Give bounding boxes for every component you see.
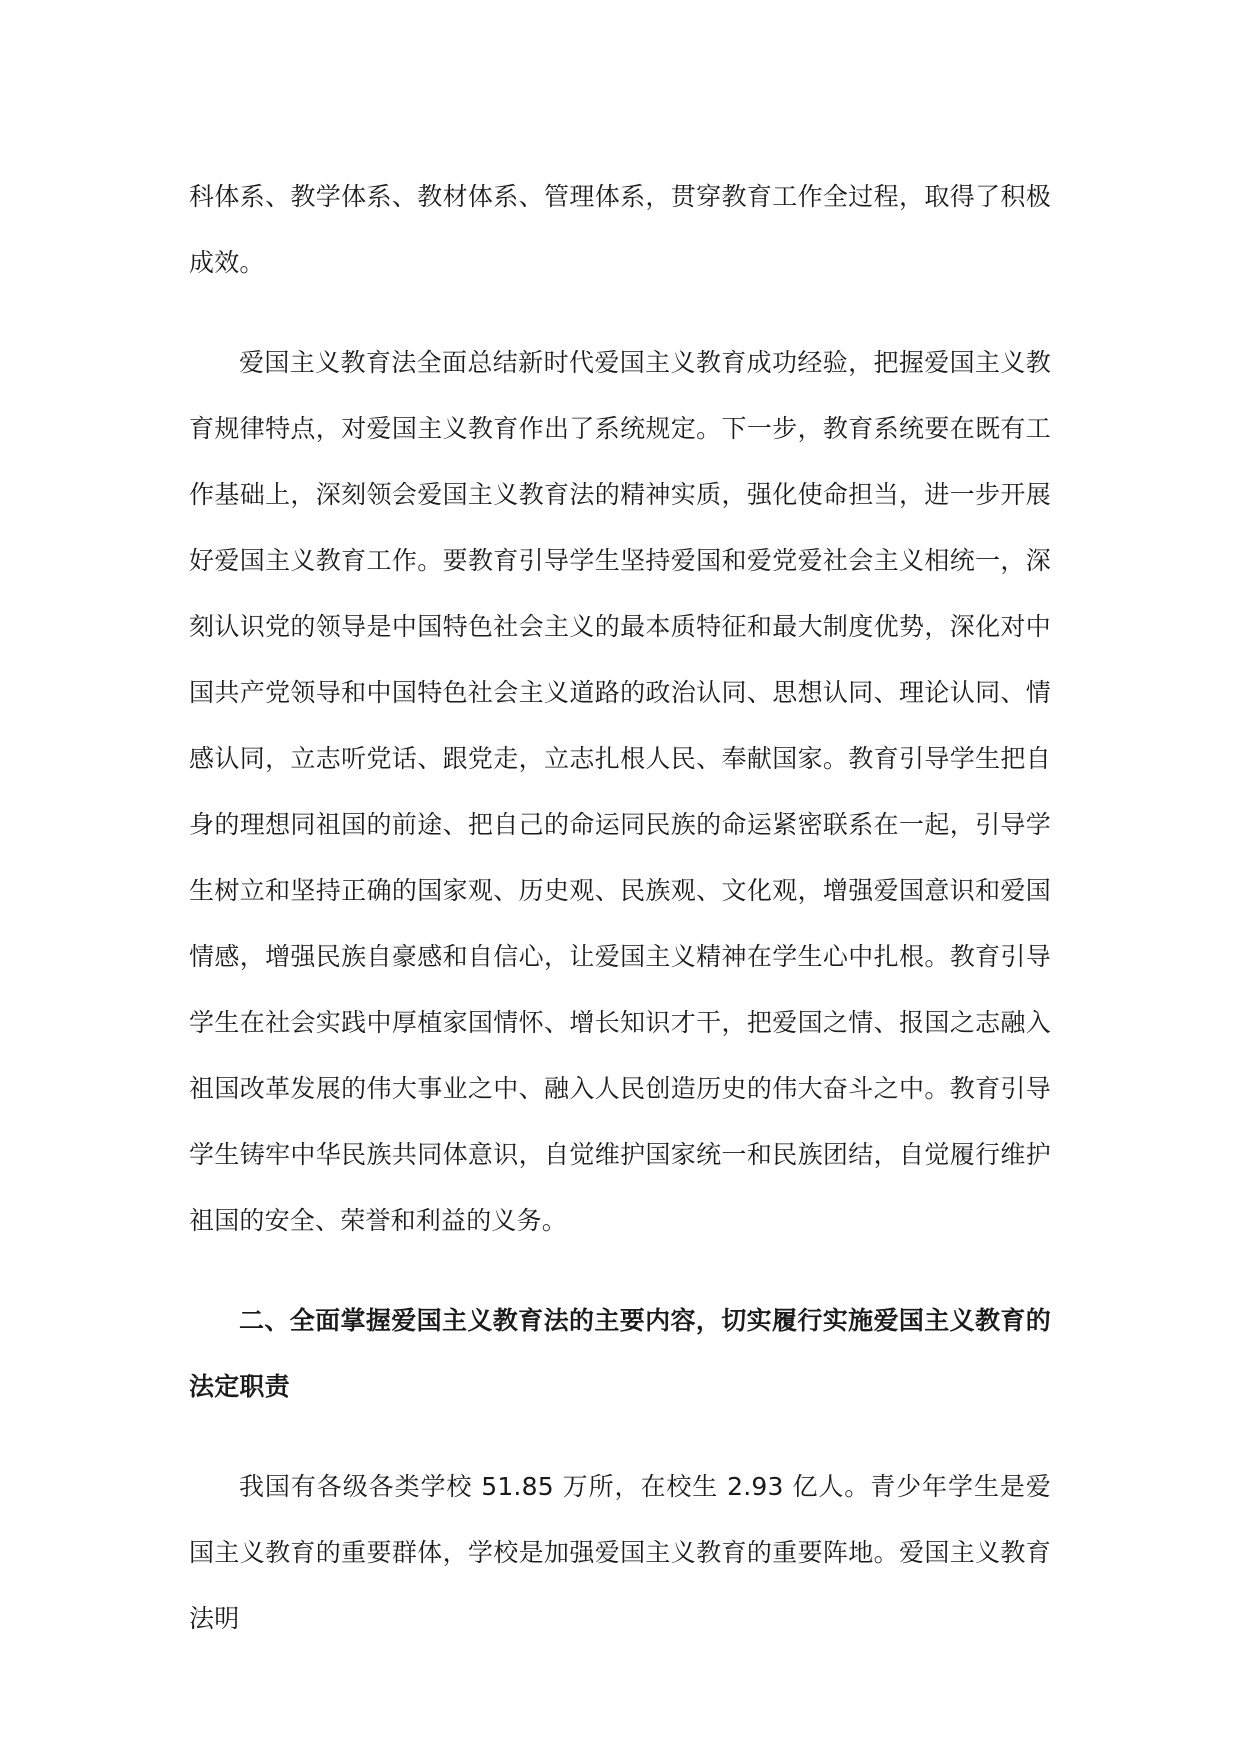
document-body bbox=[189, 164, 1051, 1652]
paragraph-gap bbox=[189, 1420, 1051, 1454]
paragraph-gap bbox=[189, 296, 1051, 330]
section-heading-2: 二、全面掌握爱国主义教育法的主要内容，切实履行实施爱国主义教育的法定职责 bbox=[189, 1306, 1051, 1401]
paragraph-education-law-summary: 爱国主义教育法全面总结新时代爱国主义教育成功经验，把握爱国主义教育规律特点，对爱国主义教育作出了系统规定。下一步，教育系统要在既有工作基础上，深刻领会爱国主义教育法的精神实质，强化使命担当，进一步开展好爱国主义教育工作。要教育引导学生坚持爱国和爱党爱社会主义相统一，深刻认识党的领导是中国特色社会主义的最本质特征和最大制度优势，深化对中国共产党领导和中国特色社会主义道路的政治认同、思想认同、理论认同、情感认同，立志听党话、跟党走，立志扎根人民、奉献国家。教育引导学生把自身的理想同祖国的前途、把自己的命运同民族的命运紧密联系在一起，引导学生树立和坚持正确的国家观、历史观、民族观、文化观，增强爱国意识和爱国情感，增强民族自豪感和自信心，让爱国主义精神在学生心中扎根。教育引导学生在社会实践中厚植家国情怀、增长知识才干，把爱国之情、报国之志融入祖国改革发展的伟大事业之中、融入人民创造历史的伟大奋斗之中。教育引导学生铸牢中华民族共同体意识，自觉维护国家统一和民族团结，自觉履行维护祖国的安全、荣誉和利益的义务。 bbox=[189, 348, 1051, 1235]
paragraph-gap bbox=[189, 1254, 1051, 1288]
paragraph-continuation: 科体系、教学体系、教材体系、管理体系，贯穿教育工作全过程，取得了积极成效。 bbox=[189, 182, 1051, 277]
paragraph-school-statistics: 我国有各级各类学校 51.85 万所，在校生 2.93 亿人。青少年学生是爱国主义教育的重要群体，学校是加强爱国主义教育的重要阵地。爱国主义教育法明 bbox=[189, 1472, 1051, 1633]
